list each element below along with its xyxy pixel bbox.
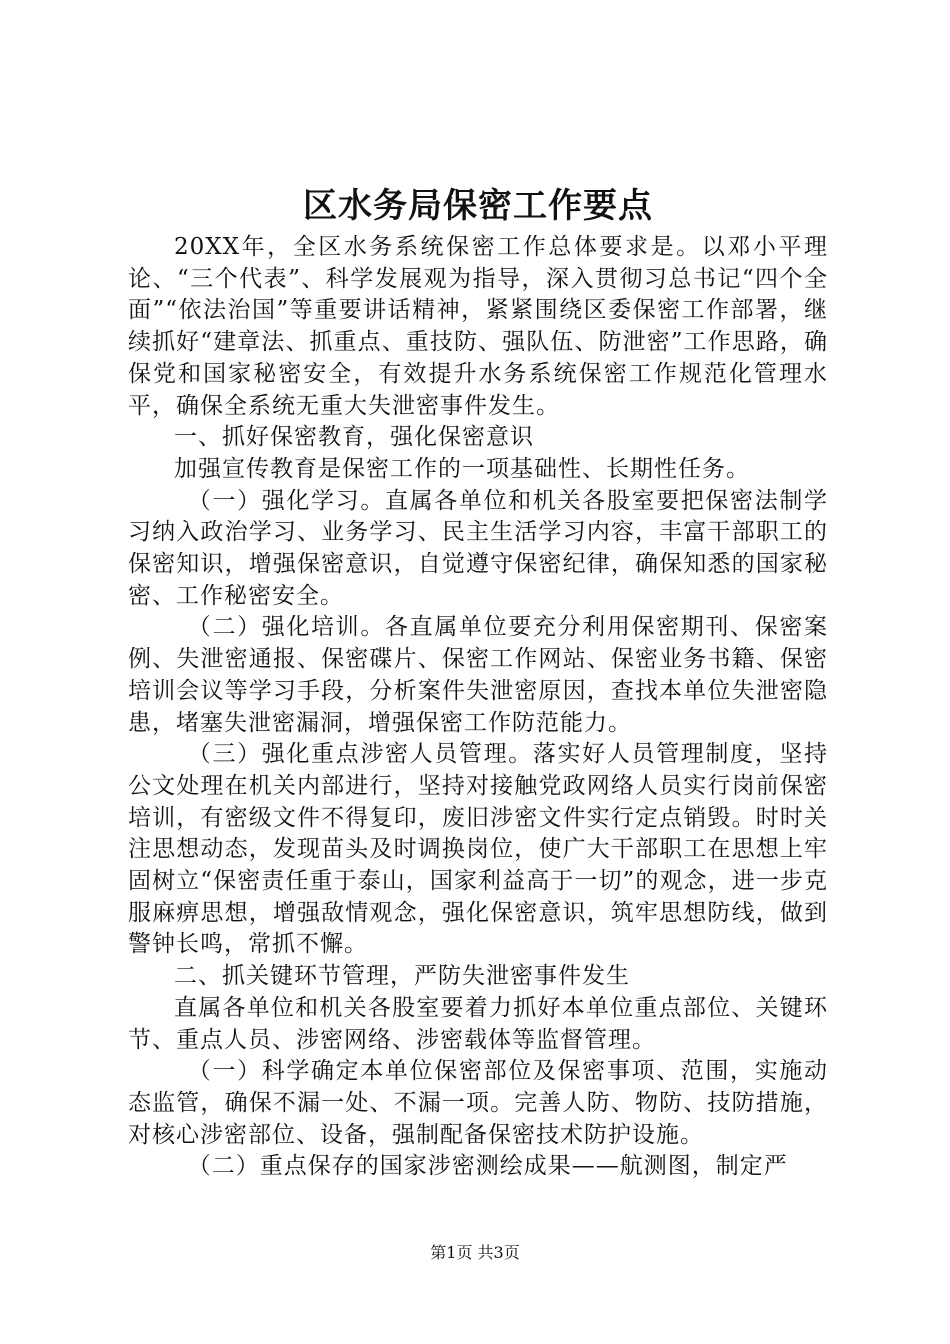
- heading-section-1: 一、抓好保密教育，强化保密意识: [174, 424, 534, 451]
- heading-section-2: 二、抓关键环节管理，严防失泄密事件发生: [174, 963, 630, 990]
- paragraph-section-1-intro: 加强宣传教育是保密工作的一项基础性、长期性任务。: [174, 455, 750, 482]
- document-page: [128, 180, 828, 1183]
- paragraph-section-2-item-1: （一）科学确定本单位保密部位及保密事项、范围，实施动态监管，确保不漏一处、不漏一项。完善人防、物防、技防措施，对核心涉密部位、设备，强制配备保密技术防护设施。: [128, 1058, 828, 1148]
- paragraph-section-2-intro: 直属各单位和机关各股室要着力抓好本单位重点部位、关键环节、重点人员、涉密网络、涉密载体等监督管理。: [128, 994, 828, 1053]
- page-footer: 第1页 共3页: [430, 1243, 520, 1262]
- paragraph-section-2-item-2: （二）重点保存的国家涉密测绘成果——航测图，制定严: [187, 1153, 788, 1180]
- paragraph-intro: 20XX年，全区水务系统保密工作总体要求是。以邓小平理论、“三个代表”、科学发展观为指导，深入贯彻习总书记“四个全面”“依法治国”等重要讲话精神，紧紧围绕区委保密工作部署，继续抓好“建章法、抓重点、重技防、强队伍、防泄密”工作思路，确保党和国家秘密安全，有效提升水务系统保密工作规范化管理水平，确保全系统无重大失泄密事件发生。: [128, 234, 828, 419]
- paragraph-section-1-item-1: （一）强化学习。直属各单位和机关各股室要把保密法制学习纳入政治学习、业务学习、民主生活学习内容，丰富干部职工的保密知识，增强保密意识，自觉遵守保密纪律，确保知悉的国家秘密、工作秘密安全。: [128, 487, 828, 609]
- paragraph-section-1-item-3: （三）强化重点涉密人员管理。落实好人员管理制度，坚持公文处理在机关内部进行，坚持对接触党政网络人员实行岗前保密培训，有密级文件不得复印，废旧涉密文件实行定点销毁。时时关注思想动态，发现苗头及时调换岗位，使广大干部职工在思想上牢固树立“保密责任重于泰山，国家利益高于一切”的观念，进一步克服麻痹思想，增强敌情观念，强化保密意识，筑牢思想防线，做到警钟长鸣，常抓不懈。: [128, 741, 828, 958]
- document-title: 区水务局保密工作要点: [303, 186, 653, 226]
- paragraph-section-1-item-2: （二）强化培训。各直属单位要充分利用保密期刊、保密案例、失泄密通报、保密碟片、保密工作网站、保密业务书籍、保密培训会议等学习手段，分析案件失泄密原因，查找本单位失泄密隐患，堵塞失泄密漏洞，增强保密工作防范能力。: [128, 614, 828, 736]
